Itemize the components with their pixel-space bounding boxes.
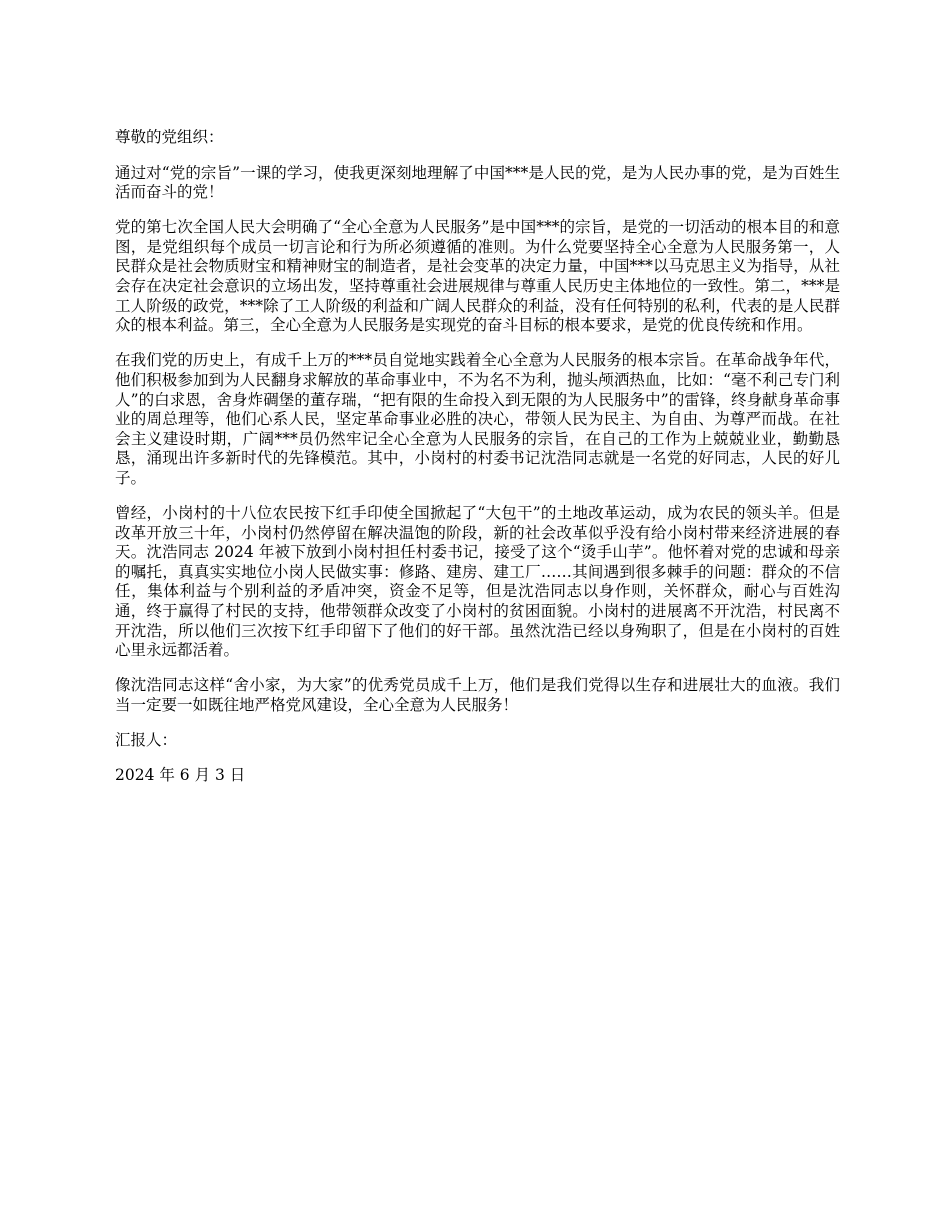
paragraph-intro: 通过对“党的宗旨”一课的学习，使我更深刻地理解了中国***是人民的党，是为人民办事的党，是为百姓生活而奋斗的党！ [115, 163, 840, 202]
paragraph-xiaogang: 曾经，小岗村的十八位农民按下红手印使全国掀起了“大包干”的土地改革运动，成为农民的领头羊。但是改革开放三十年，小岗村仍然停留在解决温饱的阶段，新的社会改革似乎没有给小岗村带来经济进展的春天。沈浩同志 2024 年被下放到小岗村担任村委书记，接受了这个“烫手山芋”。他怀着对党的忠诚和母亲的嘱托，真真实实地位小岗人民做实事：修路、建房、建工厂……其间遇到很多棘手的问题：群众的不信任，集体利益与个别利益的矛盾冲突，资金不足等，但是沈浩同志以身作则，关怀群众，耐心与百姓沟通，终于赢得了村民的支持，他带领群众改变了小岗村的贫困面貌。小岗村的进展离不开沈浩，村民离不开沈浩，所以他们三次按下红手印留下了他们的好干部。虽然沈浩已经以身殉职了，但是在小岗村的百姓心里永远都活着。 [115, 504, 840, 660]
paragraph-conclusion: 像沈浩同志这样“舍小家，为大家”的优秀党员成千上万，他们是我们党得以生存和进展壮大的血液。我们当一定要一如既往地严格党风建设，全心全意为人民服务！ [115, 676, 840, 714]
salutation: 尊敬的党组织： [115, 128, 224, 146]
paragraph-history: 在我们党的历史上，有成千上万的***员自觉地实践着全心全意为人民服务的根本宗旨。在革命战争年代，他们积极参加到为人民翻身求解放的革命事业中，不为名不为利，抛头颅洒热血，比如：“毫不利己专门利人”的白求恩，舍身炸碉堡的董存瑞，“把有限的生命投入到无限的为人民服务中”的雷锋，终身献身革命事业的周总理等，他们心系人民，坚定革命事业必胜的决心，带领人民为民主、为自由、为尊严而战。在社会主义建设时期，广阔***员仍然牢记全心全意为人民服务的宗旨，在自己的工作为上兢兢业业，勤勤恳恳，涌现出许多新时代的先锋模范。其中，小岗村的村委书记沈浩同志就是一名党的好同志，人民的好儿子。 [115, 351, 840, 487]
document-page [115, 128, 840, 801]
paragraph-purpose: 党的第七次全国人民大会明确了“全心全意为人民服务”是中国***的宗旨，是党的一切活动的根本目的和意图，是党组织每个成员一切言论和行为所必须遵循的准则。为什么党要坚持全心全意为人民服务第一，人民群众是社会物质财宝和精神财宝的制造者，是社会变革的决定力量，中国***以马克思主义为指导，从社会存在决定社会意识的立场出发，坚持尊重社会进展规律与尊重人民历史主体地位的一致性。第二，***是工人阶级的政党，***除了工人阶级的利益和广阔人民群众的利益，没有任何特别的私利，代表的是人民群众的根本利益。第三，全心全意为人民服务是实现党的奋斗目标的根本要求，是党的优良传统和作用。 [115, 218, 840, 335]
reporter-label: 汇报人： [115, 730, 178, 749]
report-date: 2024 年 6 月 3 日 [115, 766, 246, 785]
